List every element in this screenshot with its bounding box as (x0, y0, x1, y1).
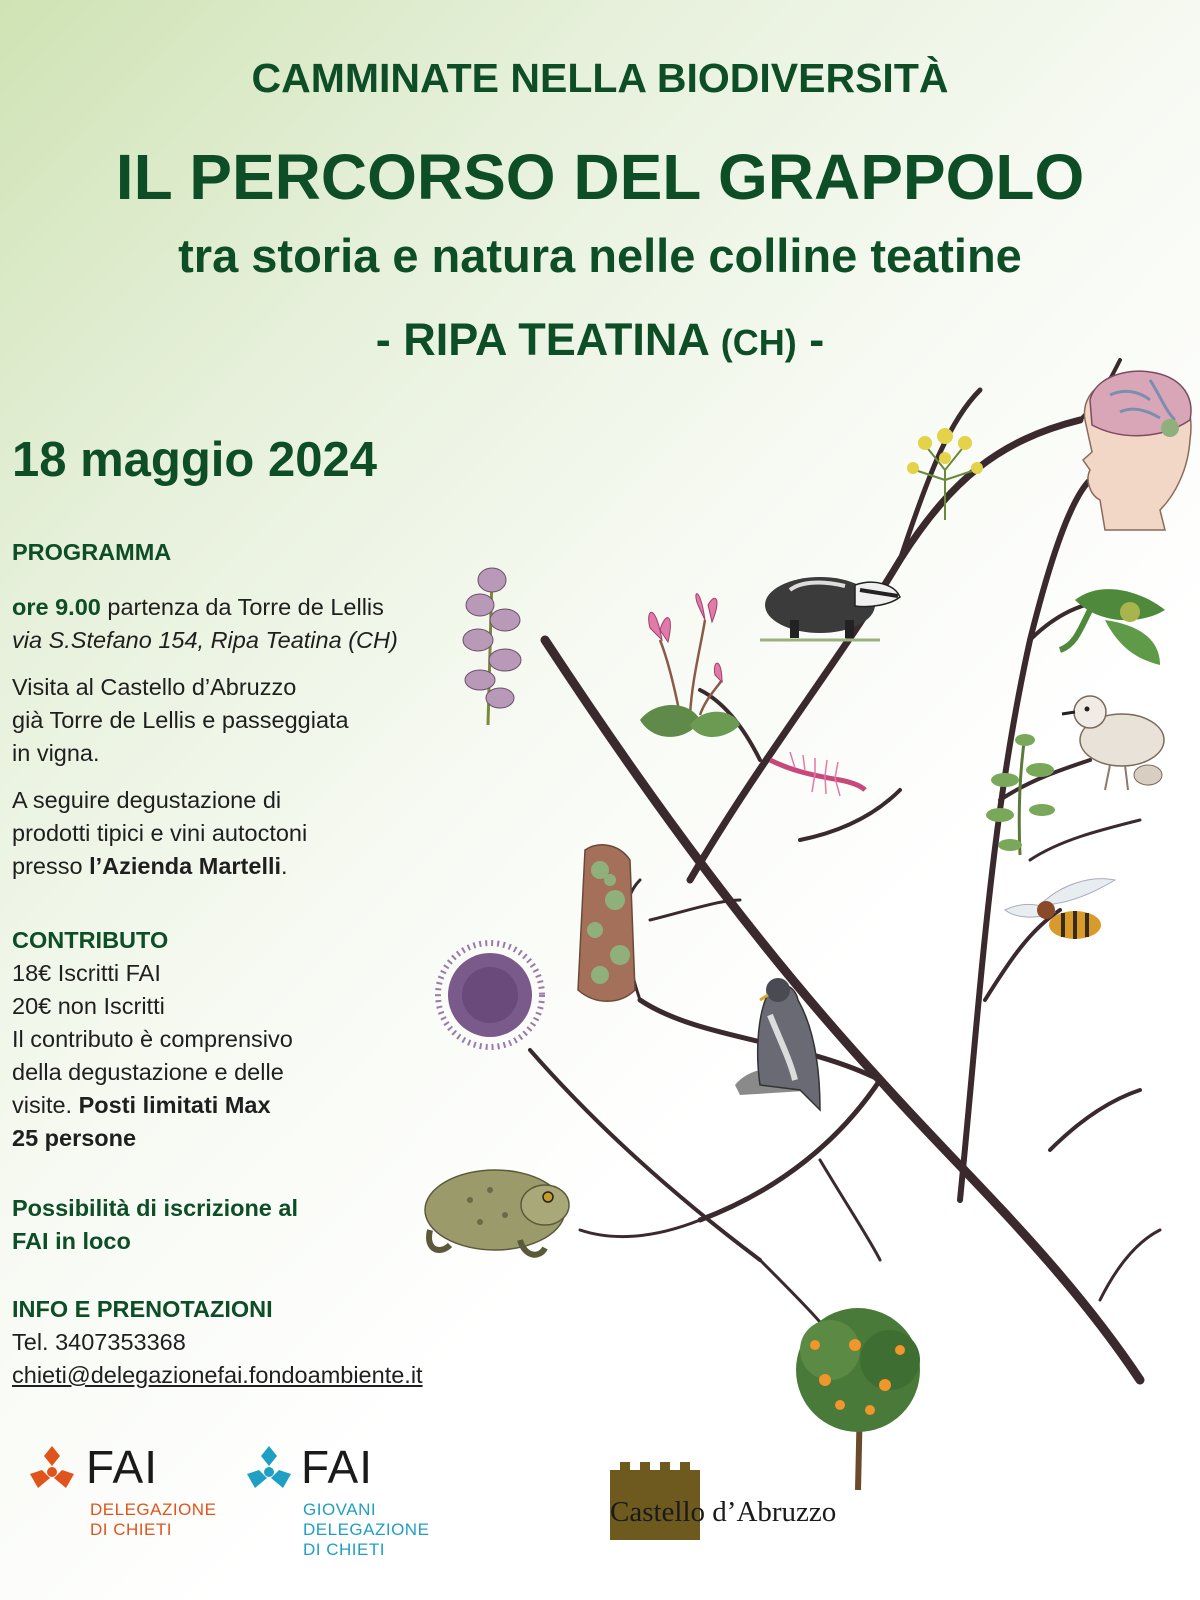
contributo-note-2: della degustazione e delle (12, 1059, 284, 1085)
series-title: CAMMINATE NELLA BIODIVERSITÀ (251, 55, 949, 101)
note-pre: visite. (12, 1092, 79, 1118)
fai-2-line-1: GIOVANI (303, 1500, 377, 1519)
human-head-illustration (1083, 371, 1191, 530)
price-non-members: 20€ non Iscritti (12, 993, 165, 1019)
tasting-company: l’Azienda Martelli (89, 853, 282, 879)
fai-1-line-1: DELEGAZIONE (90, 1500, 217, 1519)
tasting-pre: presso (12, 853, 90, 879)
info-phone[interactable]: Tel. 3407353368 (12, 1329, 186, 1355)
fai-blue-emblem-icon (243, 1444, 295, 1496)
fai-orange-emblem-icon (26, 1444, 78, 1496)
price-members: 18€ Iscritti FAI (12, 960, 161, 986)
toad-illustration (425, 1170, 569, 1255)
info-email-link[interactable]: chieti@delegazionefai.fondoambiente.it (12, 1362, 423, 1388)
location-name: - RIPA TEATINA (375, 314, 709, 365)
orange-tree-illustration (796, 1308, 920, 1490)
max-people: 25 persone (12, 1125, 137, 1151)
contributo-heading: CONTRIBUTO (12, 927, 169, 953)
acanthus-illustration (463, 568, 521, 725)
start-text: partenza da Torre de Lellis (100, 594, 384, 620)
visit-line-2: già Torre de Lellis e passeggiata (12, 707, 349, 733)
visit-line-1: Visita al Castello d’Abruzzo (12, 674, 297, 700)
fai-2-line-2: DELEGAZIONE (303, 1520, 430, 1539)
info-heading: INFO E PRENOTAZIONI (12, 1296, 273, 1322)
event-title: IL PERCORSO DEL GRAPPOLO (115, 141, 1085, 213)
iscrizione-line-2: FAI in loco (12, 1228, 131, 1254)
lichen-bark-illustration (578, 845, 635, 1001)
castello-name: Castello d’Abruzzo (610, 1496, 837, 1528)
sea-urchin-illustration (438, 943, 542, 1047)
fai-1-line-2: DI CHIETI (90, 1520, 172, 1539)
visit-line-3: in vigna. (12, 740, 100, 766)
programma-heading: PROGRAMMA (12, 539, 172, 565)
fai-word-1: FAI (86, 1441, 159, 1493)
chestnut-leaves-illustration (1060, 589, 1165, 665)
event-subtitle: tra storia e natura nelle colline teatine (178, 229, 1022, 282)
location-province: (CH) (720, 322, 797, 363)
tasting-end: . (281, 853, 288, 879)
fai-delegazione-text (90, 1500, 216, 1540)
fai-2-line-3: DI CHIETI (303, 1540, 385, 1559)
limited-places: Posti limitati Max (78, 1092, 271, 1118)
tasting-line-1: A seguire degustazione di (12, 787, 282, 813)
fai-giovani-text (303, 1500, 429, 1560)
location-suffix: - (809, 314, 825, 365)
start-time: ore 9.00 (12, 594, 101, 620)
contributo-note-1: Il contributo è comprensivo (12, 1026, 293, 1052)
start-address: via S.Stefano 154, Ripa Teatina (CH) (12, 627, 398, 653)
fai-word-2: FAI (301, 1441, 374, 1493)
iscrizione-line-1: Possibilità di iscrizione al (12, 1195, 299, 1221)
plover-bird-illustration (1062, 696, 1164, 790)
badger-illustration (760, 577, 900, 640)
event-date: 18 maggio 2024 (12, 433, 377, 487)
tasting-line-2: prodotti tipici e vini autoctoni (12, 820, 308, 846)
cyclamen-illustration (640, 594, 740, 737)
sea-worm-illustration (770, 752, 865, 796)
